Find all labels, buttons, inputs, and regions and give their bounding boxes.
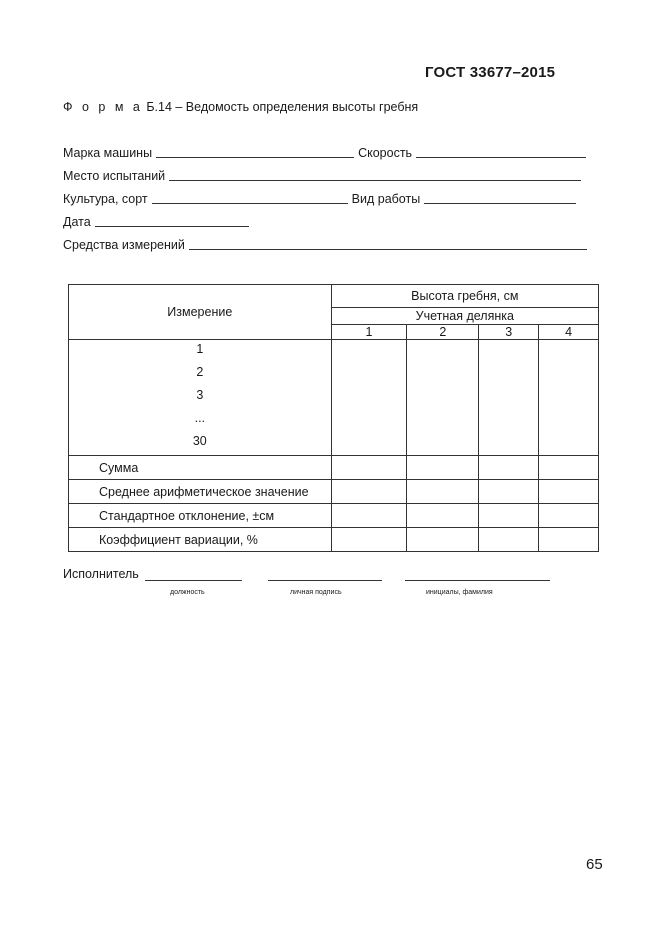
header-plot-2: 2	[407, 325, 479, 340]
measurement-item: 30	[192, 434, 207, 448]
value-cell[interactable]	[479, 456, 539, 480]
value-cell[interactable]	[539, 480, 599, 504]
value-cell[interactable]	[539, 504, 599, 528]
caption-signature: личная подпись	[290, 589, 342, 596]
field-row-date	[63, 215, 253, 229]
date-label: Дата	[63, 215, 91, 229]
name-line[interactable]	[405, 580, 550, 581]
header-plot: Учетная делянка	[331, 308, 598, 325]
position-line[interactable]	[145, 580, 242, 581]
value-cell[interactable]	[539, 340, 599, 456]
speed-label: Скорость	[358, 146, 413, 160]
value-cell[interactable]	[479, 504, 539, 528]
value-cell[interactable]	[407, 528, 479, 552]
caption-name: инициалы, фамилия	[426, 589, 493, 596]
header-measurement: Измерение	[69, 285, 332, 340]
header-plot-4: 4	[539, 325, 599, 340]
measuring-means-line[interactable]	[189, 238, 587, 250]
date-line[interactable]	[95, 215, 249, 227]
value-cell[interactable]	[331, 456, 407, 480]
value-cell[interactable]	[407, 480, 479, 504]
work-type-label: Вид работы	[351, 192, 421, 206]
field-row-crop	[63, 192, 580, 206]
measurement-item: 3	[196, 388, 204, 402]
test-site-line[interactable]	[169, 169, 581, 181]
value-cell[interactable]	[331, 528, 407, 552]
standard-number: ГОСТ 33677–2015	[425, 64, 556, 81]
value-cell[interactable]	[479, 480, 539, 504]
measurement-item: 2	[196, 365, 204, 379]
value-cell[interactable]	[479, 528, 539, 552]
form-title-text: Б.14 – Ведомость определения высоты гребня	[142, 100, 419, 114]
header-height: Высота гребня, см	[331, 285, 598, 308]
executor-label: Исполнитель	[63, 567, 139, 581]
form-title	[63, 100, 418, 114]
value-cell[interactable]	[407, 340, 479, 456]
crop-line[interactable]	[152, 192, 348, 204]
measurement-list	[69, 340, 332, 456]
row-label-cv: Коэффициент вариации, %	[69, 528, 332, 552]
field-row-machine	[63, 146, 598, 160]
header-plot-1: 1	[331, 325, 407, 340]
caption-position: должность	[170, 589, 205, 596]
form-title-prefix: Ф о р м а	[63, 100, 143, 114]
field-row-means	[63, 238, 591, 252]
value-cell[interactable]	[479, 340, 539, 456]
height-table	[68, 284, 599, 552]
measuring-means-label: Средства измерений	[63, 238, 185, 252]
value-cell[interactable]	[539, 528, 599, 552]
page-number: 65	[586, 856, 603, 873]
value-cell[interactable]	[331, 340, 407, 456]
value-cell[interactable]	[407, 504, 479, 528]
row-label-sum: Сумма	[69, 456, 332, 480]
value-cell[interactable]	[331, 480, 407, 504]
value-cell[interactable]	[539, 456, 599, 480]
row-label-std: Стандартное отклонение, ±см	[69, 504, 332, 528]
machine-brand-line[interactable]	[156, 146, 354, 158]
measurement-item: 1	[196, 342, 204, 356]
test-site-label: Место испытаний	[63, 169, 166, 183]
speed-line[interactable]	[416, 146, 586, 158]
crop-label: Культура, сорт	[63, 192, 148, 206]
value-cell[interactable]	[331, 504, 407, 528]
row-label-mean: Среднее арифметическое значение	[69, 480, 332, 504]
value-cell[interactable]	[407, 456, 479, 480]
field-row-site	[63, 169, 585, 183]
header-plot-3: 3	[479, 325, 539, 340]
work-type-line[interactable]	[424, 192, 576, 204]
signature-line[interactable]	[268, 580, 382, 581]
machine-brand-label: Марка машины	[63, 146, 153, 160]
measurement-item: ...	[194, 411, 206, 425]
